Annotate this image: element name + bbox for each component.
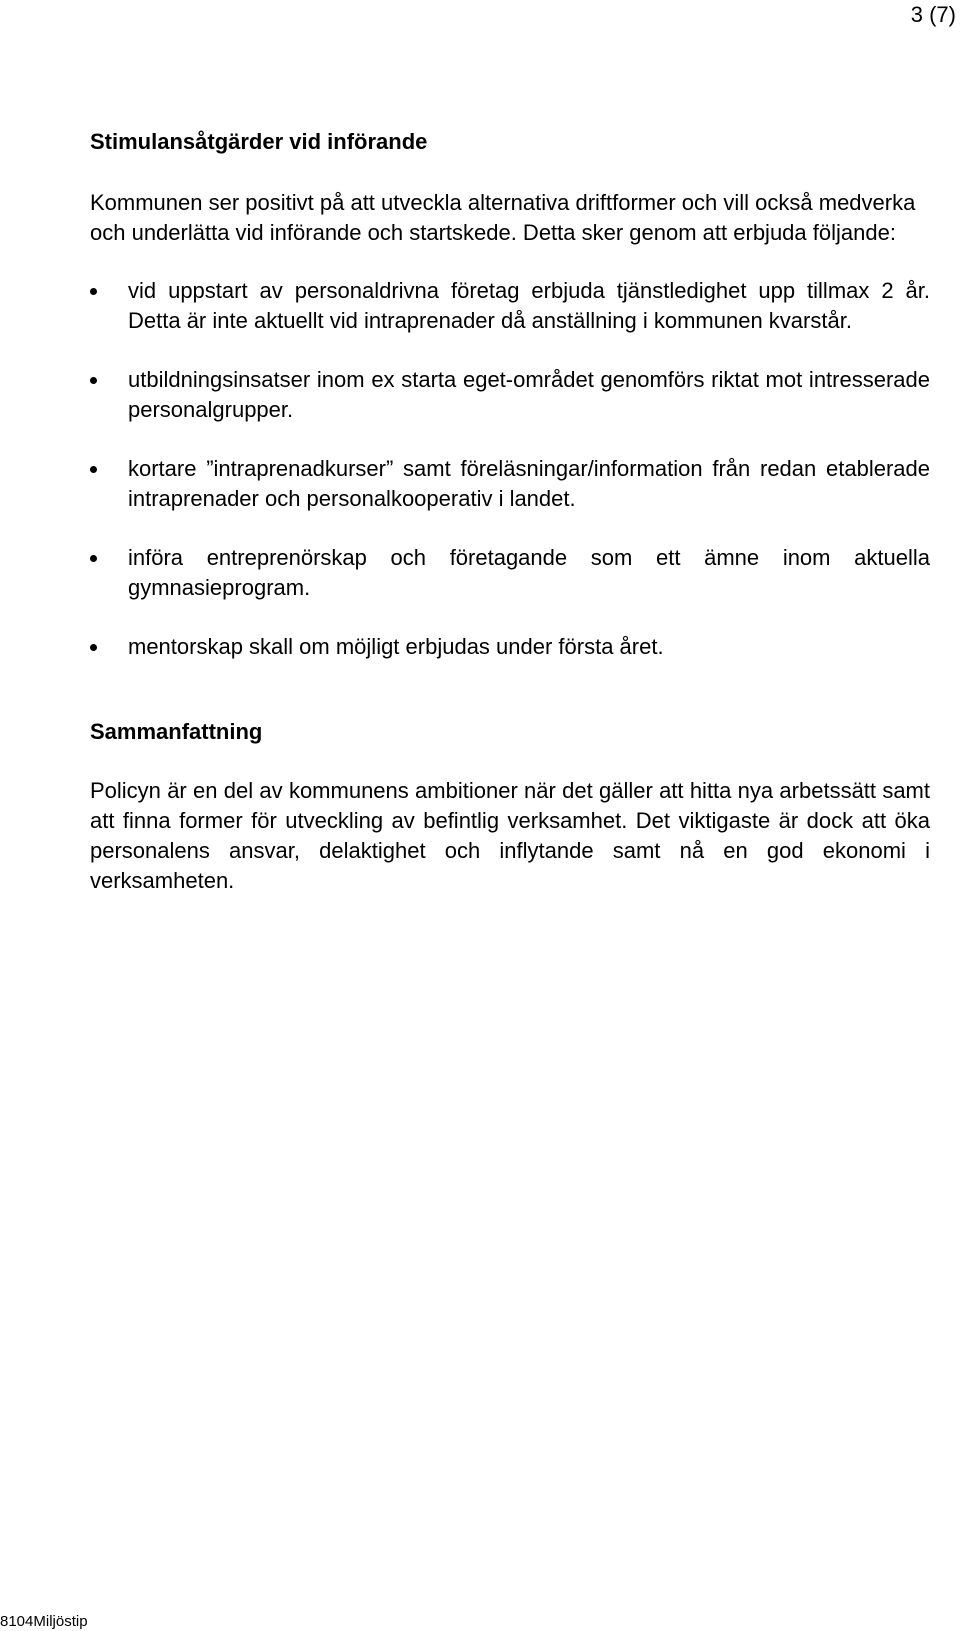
bullet-icon (90, 466, 97, 473)
list-item-text: vid uppstart av personaldrivna företag erbjuda tjänstledighet upp tillmax 2 år. Detta är inte aktuellt vid intraprenader då anställning i kommunen kvarstår. (128, 278, 930, 333)
list-item-text: utbildningsinsatser inom ex starta eget-området genomförs riktat mot intresserade personalgrupper. (128, 367, 930, 422)
bullet-icon (90, 377, 97, 384)
measures-list (90, 276, 930, 662)
summary-paragraph: Policyn är en del av kommunens ambitioner när det gäller att hitta nya arbetssätt samt att finna former för utveckling av befintlig verksamhet. Det viktigaste är dock att öka personalens ansvar, delaktighet och inflytande samt nå en god ekonomi i verksamheten. (90, 778, 930, 893)
bullet-icon (90, 288, 97, 295)
section-heading-stimulans: Stimulansåtgärder vid införande (90, 129, 428, 154)
list-item (90, 276, 930, 336)
intro-paragraph: Kommunen ser positivt på att utveckla alternativa driftformer och vill också medverka och underlätta vid införande och startskede. Detta sker genom att erbjuda följande: (90, 190, 916, 245)
bullet-icon (90, 555, 97, 562)
section-heading-sammanfattning: Sammanfattning (90, 719, 263, 744)
bullet-icon (90, 644, 97, 651)
list-item (90, 632, 930, 662)
list-item (90, 454, 930, 514)
list-item-text: införa entreprenörskap och företagande som ett ämne inom aktuella gymnasieprogram. (128, 545, 930, 600)
list-item (90, 365, 930, 425)
list-item (90, 543, 930, 603)
page-number: 3 (7) (910, 2, 956, 27)
footer-text: 8104Miljöstip (0, 1613, 88, 1630)
list-item-text: mentorskap skall om möjligt erbjudas under första året. (128, 634, 664, 659)
document-body (90, 128, 930, 896)
list-item-text: kortare ”intraprenadkurser” samt föreläsningar/information från redan etablerade intraprenader och personalkooperativ i landet. (128, 456, 930, 511)
